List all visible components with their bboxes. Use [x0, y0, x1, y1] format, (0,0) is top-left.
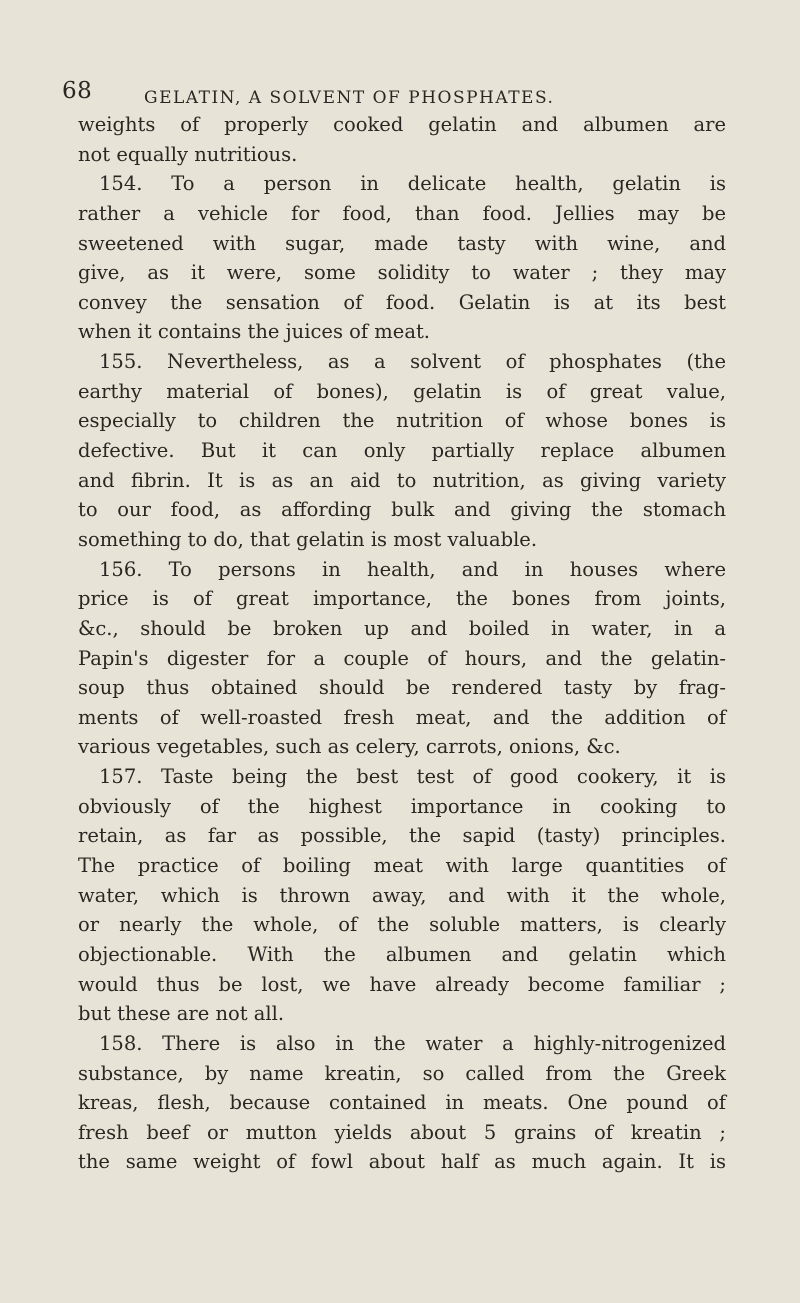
text-line: retain, as far as possible, the sapid (tasty) principles. [78, 824, 726, 848]
text-line: obviously of the highest importance in cooking to [78, 794, 726, 818]
text-line: not equally nutritious. [78, 142, 298, 166]
text-line: would thus be lost, we have already become familiar ; [78, 972, 726, 996]
text-line: something to do, that gelatin is most valuable. [78, 527, 538, 551]
page-header [62, 78, 742, 108]
text-line: give, as it were, some solidity to water ; they may [78, 261, 726, 285]
text-line: or nearly the whole, of the soluble matters, is clearly [78, 913, 726, 937]
text-line: 158. There is also in the water a highly-nitrogenized [99, 1031, 726, 1055]
text-line: The practice of boiling meat with large quantities of [78, 854, 726, 878]
text-line: earthy material of bones), gelatin is of great value, [78, 379, 726, 403]
text-line: &c., should be broken up and boiled in water, in a [78, 616, 726, 640]
text-line: to our food, as affording bulk and giving the stomach [78, 498, 726, 522]
text-line: kreas, flesh, because contained in meats. One pound of [78, 1091, 726, 1115]
text-line: and fibrin. It is as an aid to nutrition, as giving variety [78, 468, 726, 492]
text-line: objectionable. With the albumen and gelatin which [78, 942, 726, 966]
text-line: 155. Nevertheless, as a solvent of phosphates (the [99, 350, 726, 374]
text-line: substance, by name kreatin, so called from the Greek [78, 1061, 726, 1085]
text-line: 157. Taste being the best test of good cookery, it is [99, 765, 726, 789]
text-line: sweetened with sugar, made tasty with wine, and [78, 231, 726, 255]
text-line: Papin's digester for a couple of hours, and the gelatin- [78, 646, 726, 670]
body-text [78, 110, 726, 1177]
text-line: fresh beef or mutton yields about 5 grains of kreatin ; [78, 1120, 726, 1144]
running-head: GELATIN, A SOLVENT OF PHOSPHATES. [144, 88, 555, 108]
text-line: water, which is thrown away, and with it the whole, [78, 883, 726, 907]
text-line: but these are not all. [78, 1002, 285, 1026]
text-line: the same weight of fowl about half as much again. It is [78, 1150, 726, 1174]
text-line: 156. To persons in health, and in houses where [99, 557, 726, 581]
text-line: convey the sensation of food. Gelatin is at its best [78, 290, 726, 314]
page-number: 68 [62, 78, 93, 104]
text-line: defective. But it can only partially replace albumen [78, 439, 726, 463]
text-line: especially to children the nutrition of whose bones is [78, 409, 726, 433]
text-line: rather a vehicle for food, than food. Jellies may be [78, 201, 726, 225]
text-line: various vegetables, such as celery, carrots, onions, &c. [78, 735, 621, 759]
text-line: soup thus obtained should be rendered tasty by frag- [78, 676, 726, 700]
text-line: price is of great importance, the bones from joints, [78, 587, 726, 611]
text-line: weights of properly cooked gelatin and albumen are [78, 113, 726, 136]
text-line: ments of well-roasted fresh meat, and the addition of [78, 705, 726, 729]
text-line: 154. To a person in delicate health, gelatin is [99, 172, 726, 196]
text-line: when it contains the juices of meat. [78, 320, 430, 344]
